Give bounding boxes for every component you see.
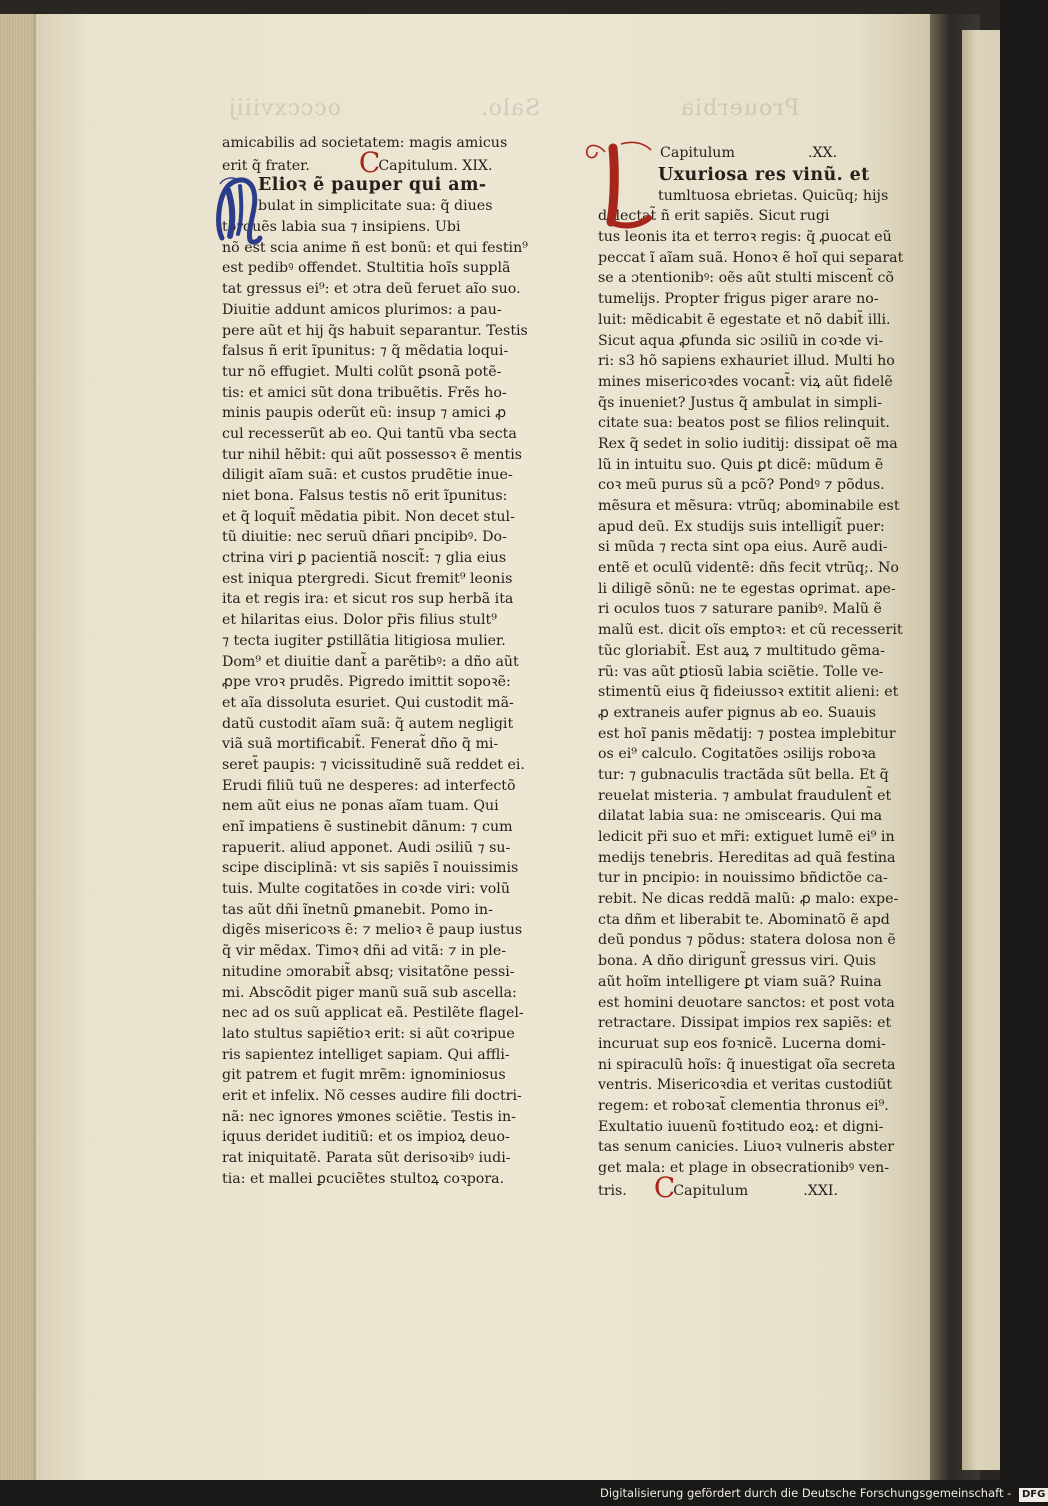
text-line: scipe disciplinã: vt sis sapiẽs ĩ nouissimis <box>222 860 519 877</box>
text-line <box>222 145 552 179</box>
text-line: est iniqua ptergredi. Sicut fremit⁹ leonis <box>222 570 513 587</box>
text-line: lato stultus sapiẽtioꝛ erit: si aũt coꝛripue <box>222 1025 515 1042</box>
text-line: aũt hoĩm intelligere ꝑt viam suã? Ruina <box>598 973 882 990</box>
text-line: ri: s3 hõ sapiens exhauriet illud. Multi ho <box>598 353 895 370</box>
text-line: datũ custodit aĩam suã: q̃ autem negligit <box>222 715 514 732</box>
text-line: bona. A dño dirigunt̃ gressus viri. Quis <box>598 953 877 970</box>
text-line: amicabilis ad societatem: magis amicus <box>222 135 508 151</box>
left-body <box>222 217 552 1189</box>
text-line: ni spiraculũ hoĩs: q̃ inuestigat oĩa secreta <box>598 1056 896 1073</box>
text-line: ꝓ extraneis aufer pignus ab eo. Suauis <box>598 704 877 721</box>
text-line: malũ est. dicit oĩs emptoꝛ: et cũ recesserit <box>598 622 903 639</box>
text-line: tuis. Multe cogitatões in coꝛde viri: volũ <box>222 881 510 898</box>
text-line: peccat ĩ aĩam suã. Honoꝛ ẽ hoĩ qui separat <box>598 249 904 266</box>
text-line: est homini deuotare sanctos: et post vota <box>598 994 895 1011</box>
text-line: mi. Abscõdit piger manũ suã sub ascella: <box>222 984 517 1001</box>
text-line: rũ: vas aũt ꝑtiosũ labia sciẽtie. Tolle ve- <box>598 663 884 680</box>
text-line: Sicut aqua ꝓfunda sic ɔsiliũ in coꝛde vi- <box>598 332 884 349</box>
right-column <box>598 143 928 1204</box>
dfg-logo: DFG <box>1019 1488 1048 1502</box>
text-line: se a ɔtentionibꝰ: oẽs aũt stulti miscent̃ cõ <box>598 270 894 287</box>
page-edges <box>0 14 40 1480</box>
rubric-bracket-icon: C <box>653 1170 676 1204</box>
text-line-end: erit q̃ frater. <box>222 157 310 174</box>
footer <box>600 1486 1046 1506</box>
text-line: mines misericoꝛdes vocant̃: viꝝ aũt fidelẽ <box>598 373 893 390</box>
text-line: ledicit pr̃i suo et mr̃i: extiguet lumẽ ei⁹ in <box>598 829 895 845</box>
text-line: os ei⁹ calculo. Cogitatões ɔsilijs roboꝛa <box>598 746 877 763</box>
end-line <box>598 1170 928 1204</box>
text-line: nitudine ɔmorabit̃ absq; visitatõne pessi- <box>222 963 515 980</box>
end-text: tris. <box>598 1182 627 1199</box>
text-line: tas aũt dñi ĩnetnũ ꝑmanebit. Pomo in- <box>222 901 493 918</box>
text-line: coꝛ meũ purus sũ a pcõ? Pondꝰ ⁊ põdus. <box>598 477 885 494</box>
text-line: tumelijs. Propter frigus piger arare no- <box>598 291 879 308</box>
text-line: q̃s inueniet? Justus q̃ ambulat in simpli- <box>598 394 883 411</box>
text-line: tis: et amici sũt dona tribuẽtis. Frẽs ho- <box>222 384 507 401</box>
text-line: tur: ⁊ gubnaculis tractãda sũt bella. Et q̃ <box>598 766 889 783</box>
chapter-heading-line <box>598 143 928 164</box>
text-line: est pedibꝰ offendet. Stultitia hoĩs supplã <box>222 260 511 277</box>
next-page-edge <box>962 30 1000 1470</box>
text-line: Dom⁹ et diuitie dant̃ a parẽtibꝰ: a dño aũt <box>222 653 519 670</box>
text-line: cul recesserũt ab eo. Qui tantũ vba secta <box>222 425 517 442</box>
text-line: delectat̃ ñ erit sapiẽs. Sicut rugi <box>598 208 830 225</box>
text-line: ri oculos tuos ⁊ saturare panibꝰ. Malũ ẽ <box>598 601 882 618</box>
chapter-heading: Capitulum. XIX. <box>378 157 493 174</box>
text-line: li diligẽ sõnũ: ne te egestas oꝑrimat. ape- <box>598 580 896 597</box>
text-line: minis paupis oderũt eũ: insup ⁊ amici ꝓ <box>222 405 507 422</box>
footer-text: Digitalisierung gefördert durch die Deutsche Forschungsgemeinschaft - <box>600 1486 1012 1500</box>
text-line: tia: et mallei ꝑcuciẽtes stultoꝝ coꝛpora. <box>222 1170 505 1187</box>
text-line: est hoĩ panis mẽdatij: ⁊ postea implebitur <box>598 725 896 742</box>
text-line: dilatat labia sua: ne ɔmiscearis. Qui ma <box>598 808 883 825</box>
show-through-header-right: Prouerbia <box>680 96 800 121</box>
text-line: tũc gloriabit̃. Est auꝝ ⁊ multitudo gẽma- <box>598 642 885 659</box>
text-line: tat gressus ei⁹: et ɔtra deũ feruet aĩo suo. <box>222 281 521 298</box>
text-line: get mala: et plage in obsecrationibꝰ ven- <box>598 1160 890 1176</box>
chapter-heading-right: Capitulum <box>660 145 735 161</box>
text-line: stimentũ eius q̃ fideiussoꝛ extitit alieni: et <box>598 684 899 701</box>
text-line: nem aũt eius ne ponas aĩam tuam. Qui <box>222 798 499 815</box>
show-through-header-mid: Salo. <box>480 96 541 121</box>
rubric-bracket-icon: C <box>358 145 381 179</box>
text-line: git patrem et fugit mrẽm: ignominiosus <box>222 1067 506 1084</box>
text-line: ctrina viri ꝑ pacientiã noscit̃: ⁊ glia eius <box>222 550 507 567</box>
text-line: si mũda ⁊ recta sint opa eius. Aurẽ audi- <box>598 539 888 556</box>
chapter-number-right: .XX. <box>807 145 838 161</box>
text-line: medijs tenebris. Hereditas ad quã festina <box>598 849 896 866</box>
text-line: pere aũt et hij q̃s habuit separantur. Testis <box>222 322 528 339</box>
text-line: seret̃ paupis: ⁊ vicissitudinẽ suã reddet ei. <box>222 756 525 773</box>
text-line: erit et infelix. Nõ cesses audire fili doctri- <box>222 1087 522 1104</box>
text-line: retractare. Dissipat impios rex sapiẽs: et <box>598 1015 892 1032</box>
text-line: rebit. Ne dicas reddã malũ: ꝓ malo: expe- <box>598 891 899 908</box>
text-line: regem: et roboꝛat̃ clementia thronus ei⁹. <box>598 1097 889 1114</box>
text-line: ris sapientez intelliget sapiam. Qui affli- <box>222 1046 510 1063</box>
end-chapter-number: .XXI. <box>803 1182 839 1199</box>
text-line: viã suã mortificabit̃. Fenerat̃ dño q̃ mi- <box>222 736 499 753</box>
opening-line-right <box>598 164 928 186</box>
text-line: luit: mẽdicabit ẽ egestate et nõ dabit̃ illi. <box>598 311 891 328</box>
text-line: et aĩa dissoluta esuriet. Qui custodit mã- <box>222 694 514 711</box>
opening-line-right-2: tumltuosa ebrietas. Quicũq; hijs <box>658 187 889 204</box>
text-line: mẽsura et mẽsura: vtrũq; abominabile est <box>598 498 900 514</box>
opening-text-right: Uxuriosa res vinũ. et <box>658 164 870 185</box>
text-line: Exultatio iuuenũ foꝛtitudo eoꝝ: et digni- <box>598 1118 884 1135</box>
text-line: ventris. Misericoꝛdia et veritas custodiũt <box>598 1077 893 1094</box>
text-line: tũ diuitie: nec seruũ dñari pncipibꝰ. Do- <box>222 529 507 546</box>
text-line: torquẽs labia sua ⁊ insipiens. Ubi <box>222 219 461 236</box>
text-line: et hilaritas eius. Dolor pr̃is filius stult⁹ <box>222 612 497 629</box>
text-line: nõ est scia anime ñ est bonũ: et qui festin⁹ <box>222 239 528 256</box>
text-line: ita et regis ira: et sicut ros sup herbã ita <box>222 591 514 608</box>
text-line: nã: nec ignores ꝟmones sciẽtie. Testis in- <box>222 1108 516 1125</box>
text-line: apud deũ. Ex studijs suis intelligit̃ puer: <box>598 518 885 535</box>
show-through-header-left: occcxviiij <box>228 96 341 121</box>
text-line: iquus deridet iuditiũ: et os impioꝝ deuo- <box>222 1129 510 1146</box>
text-line: ⁊ tecta iugiter ꝑstillãtia litigiosa mulier. <box>222 632 506 649</box>
text-line: digẽs misericoꝛs ẽ: ⁊ melioꝛ ẽ paup iustus <box>222 922 523 939</box>
text-line: tus leonis ita et terroꝛ regis: q̃ ꝓuocat eũ <box>598 229 892 246</box>
opening-line-2: bulat in simplicitate sua: q̃ diues <box>258 198 493 215</box>
left-column <box>222 133 552 1189</box>
right-body <box>598 206 928 1178</box>
text-line: rat iniquitatẽ. Parata sũt derisoꝛibꝰ iudi- <box>222 1150 511 1166</box>
text-line: tur nihil hẽbit: qui aũt possessoꝛ ẽ mentis <box>222 446 523 463</box>
text-line: falsus ñ erit ĩpunitus: ⁊ q̃ mẽdatia loqui- <box>222 343 509 360</box>
text-line: niet bona. Falsus testis nõ erit ĩpunitus: <box>222 488 508 504</box>
text-line: reuelat misteria. ⁊ ambulat fraudulent̃ et <box>598 787 892 804</box>
text-line: tur nõ effugiet. Multi colũt ꝑsonã potẽ- <box>222 363 502 380</box>
text-line: et q̃ loquit̃ mẽdatia pibit. Non decet stul- <box>222 508 515 525</box>
text-line: rapuerit. aliud apponet. Audi ɔsiliũ ⁊ su- <box>222 839 511 856</box>
text-line: lũ in intuitu suo. Quis ꝑt dicẽ: mũdum ẽ <box>598 456 884 473</box>
text-line: incuruat sup eos foꝛnicẽ. Lucerna domi- <box>598 1035 886 1052</box>
text-line: cta dñm et liberabit te. Abominatõ ẽ apd <box>598 911 890 928</box>
text-line: q̃ vir mẽdax. Timoꝛ dñi ad vitã: ⁊ in ple- <box>222 943 507 960</box>
text-line: citate sua: beatos post se filios relinquit. <box>598 415 890 432</box>
text-line: tas senum canicies. Liuoꝛ vulneris abster <box>598 1139 895 1156</box>
text-line: enĩ impatiens ẽ sustinebit dãnum: ⁊ cum <box>222 819 513 835</box>
text-line: ꝓpe vroꝛ prudẽs. Pigredo imittit sopoꝛẽ: <box>222 674 511 691</box>
text-line: deũ pondus ⁊ põdus: statera dolosa non ẽ <box>598 932 896 949</box>
text-line: Diuitie addunt amicos plurimos: a pau- <box>222 301 502 318</box>
text-line: diligit aĩam suã: et custos prudẽtie inue- <box>222 467 513 484</box>
text-line: entẽ et oculũ videntẽ: dñs fecit vtrũq;. No <box>598 560 899 577</box>
opening-line <box>222 174 552 196</box>
end-chapter-heading: Capitulum <box>673 1182 749 1199</box>
text-line: Erudi filiũ tuũ ne desperes: ad interfectõ <box>222 777 516 794</box>
text-line: nec ad os suũ applicat eã. Pestilẽte flagel- <box>222 1005 524 1022</box>
text-line: tur in pncipio: in nouissimo bñdictõe ca- <box>598 870 888 887</box>
text-line: Rex q̃ sedet in solio iuditij: dissipat oẽ ma <box>598 435 898 452</box>
opening-text: Elioꝛ ẽ pauper qui am- <box>258 175 487 196</box>
